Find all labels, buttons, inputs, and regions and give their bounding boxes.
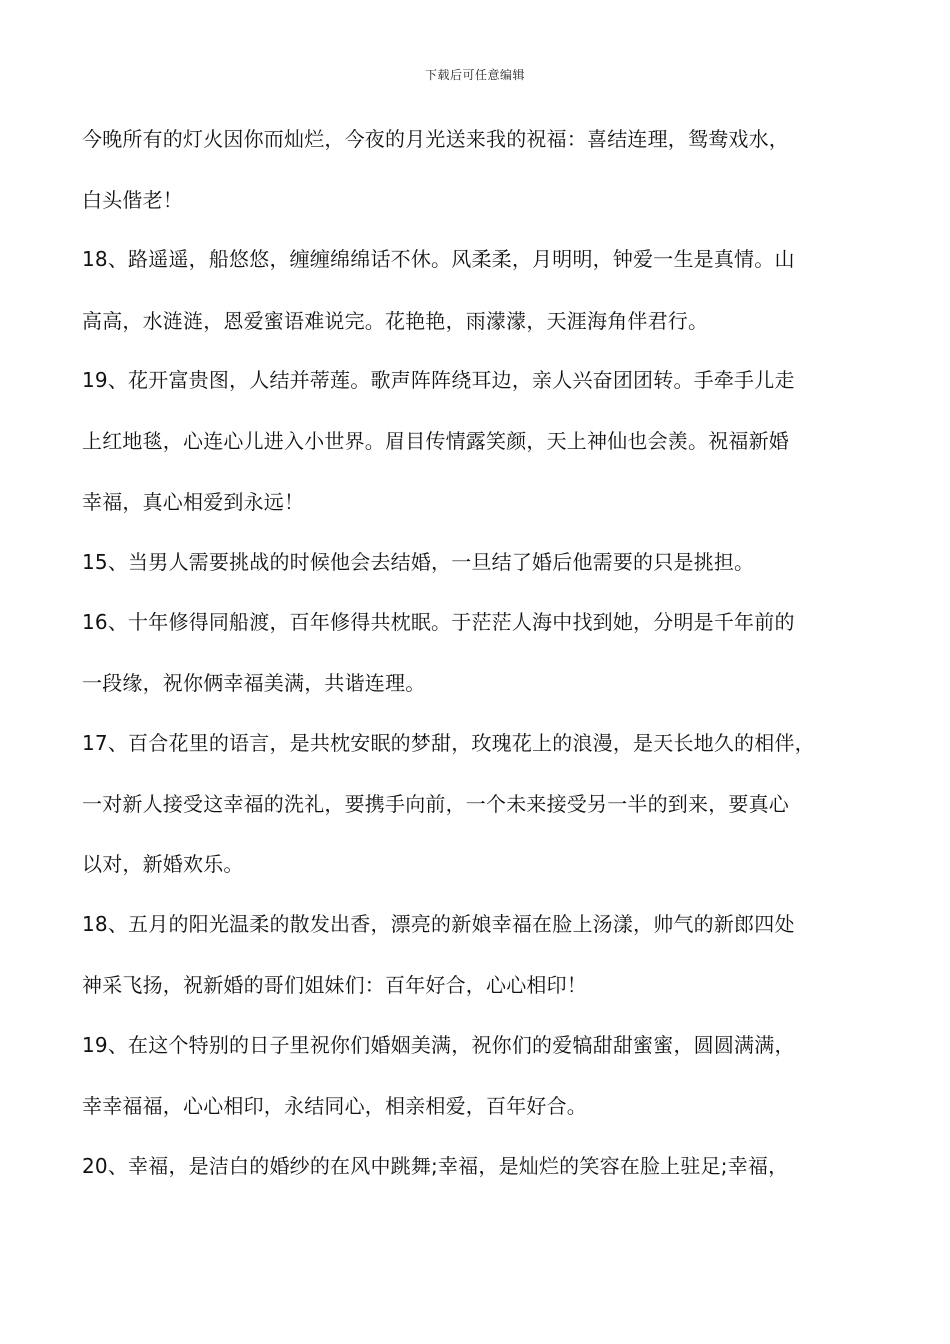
- text-line: 高高，水涟涟，恩爱蜜语难说完。花艳艳，雨濛濛，天涯海角伴君行。: [82, 309, 709, 333]
- text-line: 19、花开富贵图，人结并蒂莲。歌声阵阵绕耳边，亲人兴奋团团转。手牵手儿走: [82, 368, 795, 392]
- text-line: 今晚所有的灯火因你而灿烂，今夜的月光送来我的祝福：喜结连理，鸳鸯戏水，: [82, 127, 789, 151]
- text-line: 以对，新婚欢乐。: [82, 852, 244, 876]
- text-line: 白头偕老！: [82, 188, 183, 212]
- text-line: 神采飞扬，祝新婚的哥们姐妹们：百年好合，心心相印！: [82, 973, 587, 997]
- text-line: 17、百合花里的语言，是共枕安眠的梦甜，玫瑰花上的浪漫，是天长地久的相伴，: [82, 731, 815, 755]
- text-line: 18、五月的阳光温柔的散发出香，漂亮的新娘幸福在脸上汤漾，帅气的新郎四处: [82, 912, 795, 936]
- text-line: 16、十年修得同船渡，百年修得共枕眠。于茫茫人海中找到她，分明是千年前的: [82, 610, 795, 634]
- text-line: 15、当男人需要挑战的时候他会去结婚，一旦结了婚后他需要的只是挑担。: [82, 550, 755, 574]
- text-line: 一对新人接受这幸福的洗礼，要携手向前，一个未来接受另一半的到来，要真心: [82, 792, 789, 816]
- text-line: 上红地毯，心连心儿进入小世界。眉目传情露笑颜，天上神仙也会羡。祝福新婚: [82, 429, 789, 453]
- text-line: 19、在这个特别的日子里祝你们婚姻美满，祝你们的爱犒甜甜蜜蜜，圆圆满满，: [82, 1033, 795, 1057]
- text-line: 幸幸福福，心心相印，永结同心，相亲相爱，百年好合。: [82, 1094, 587, 1118]
- text-line: 幸福，真心相爱到永远！: [82, 490, 305, 514]
- text-line: 一段缘，祝你俩幸福美满，共谐连理。: [82, 671, 426, 695]
- page-header: 下载后可任意编辑: [424, 68, 525, 82]
- text-line: 18、路遥遥，船悠悠，缠缠绵绵话不休。风柔柔，月明明，钟爱一生是真情。山: [82, 247, 795, 271]
- text-line: 20、幸福，是洁白的婚纱的在风中跳舞;幸福，是灿烂的笑容在脸上驻足;幸福，: [82, 1154, 789, 1178]
